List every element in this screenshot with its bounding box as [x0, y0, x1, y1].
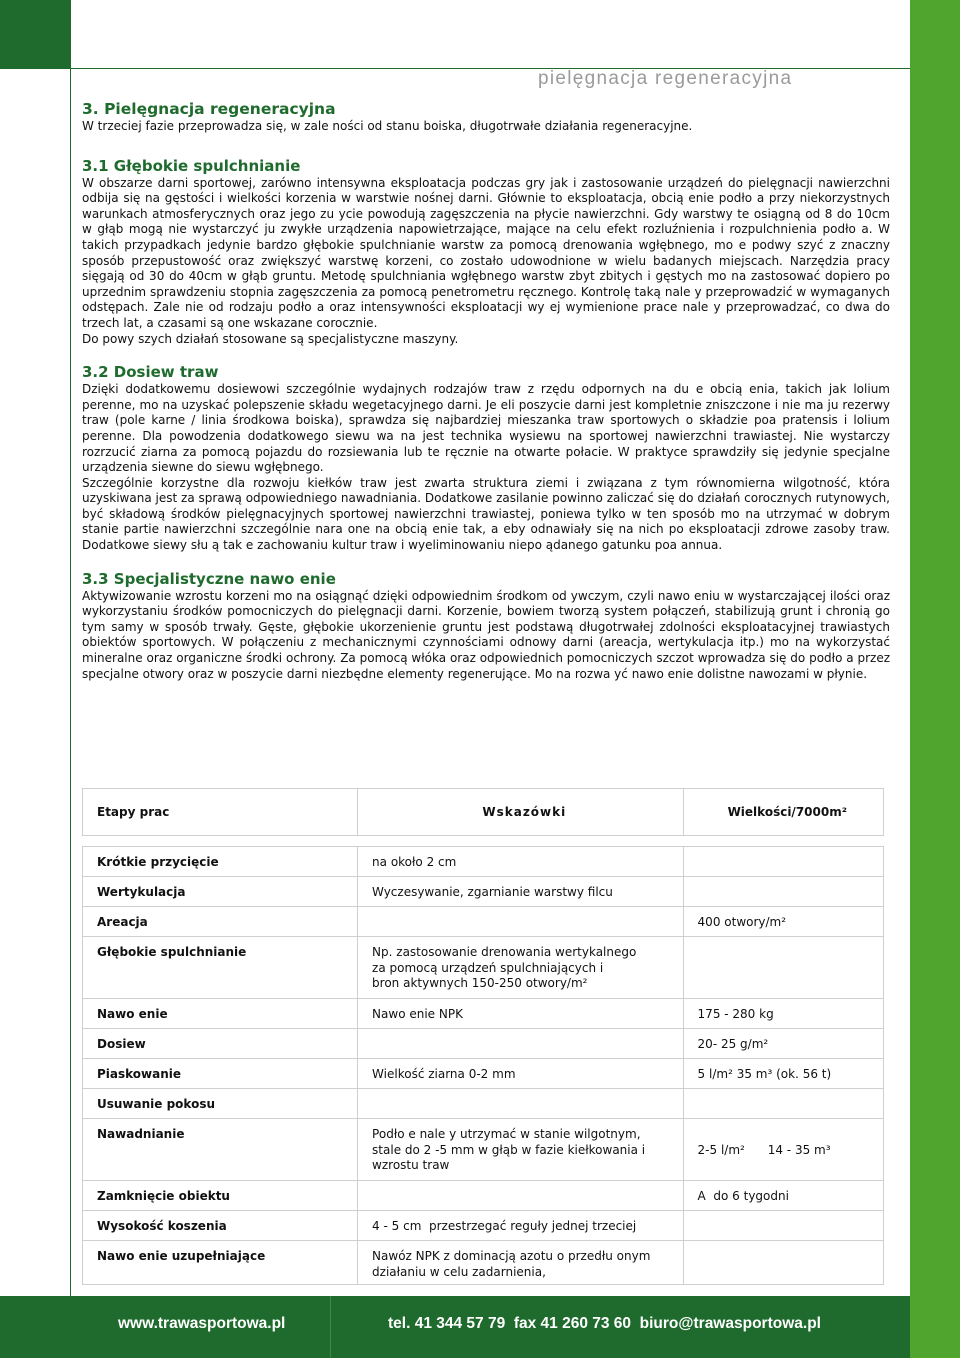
hint-line: Np. zastosowanie drenowania wertykalnego: [372, 945, 637, 959]
size-cell: 175 - 280 kg: [683, 999, 883, 1029]
stage-cell: Wertykulacja: [83, 877, 358, 907]
size-cell: A do 6 tygodni: [683, 1181, 883, 1211]
table-row: [83, 907, 884, 937]
hint-line: 4 - 5 cm przestrzegać reguły jednej trzeciej: [372, 1219, 637, 1233]
table-row: [83, 1241, 884, 1285]
footer-website-link[interactable]: www.trawasportowa.pl: [118, 1315, 286, 1332]
hint-cell: [358, 1211, 684, 1241]
section-3-2-paragraph: Szczególnie korzystne dla rozwoju kiełków traw jest zwarta struktura ziemi i związana z tym równomierna wilgotność, która uzyskiwana jest za sprawą odpowiedniego nawadniania. Dodatkowe zasilanie powinno zaliczać się do działań corocznych rutynowych, być składową środków pielęgnacyjnych sportowej nawierzchni trawiastej, poniewa tylko w ten sposób mo na utrzymać w dobrym stanie partie nawierzchni szczególnie nara one na obcią enie tak, a eby odnawiały się na nich po eksploatacji zdrowe zasoby traw. Dodatkowe siewy słu ą tak e zachowaniu kultur traw i wyeliminowaniu niepo ądanego gatunku poa annua.: [82, 475, 890, 553]
table-spacer-row: [83, 836, 884, 847]
hint-cell: [358, 1089, 684, 1119]
stage-cell: Nawo enie: [83, 999, 358, 1029]
table-row: [83, 937, 884, 999]
document-body: [82, 100, 890, 682]
section-3-1-paragraph: Do powy szych działań stosowane są specjalistyczne maszyny.: [82, 331, 459, 346]
section-3-intro: W trzeciej fazie przeprowadza się, w zale ności od stanu boiska, długotrwałe działania regeneracyjne.: [82, 119, 693, 133]
table-row: [83, 1059, 884, 1089]
table-header-cell: Etapy prac: [83, 789, 358, 836]
size-value: 2-5 l/m² 14 - 35 m³: [697, 1143, 831, 1157]
hint-line: działaniu w celu zadarnienia,: [372, 1264, 546, 1279]
hint-line: bron aktywnych 150-250 otwory/m²: [372, 976, 588, 990]
hint-cell: [358, 847, 684, 877]
table-row: [83, 1211, 884, 1241]
hint-line: Wyczesywanie, zgarnianie warstwy filcu: [372, 885, 613, 899]
section-3-3-paragraph: Aktywizowanie wzrostu korzeni mo na osiągnąć dzięki odpowiednim środkom od ywczym, czyli nawo eniu w wystarczającej ilości oraz wykorzystaniu środków pomocniczych do pielęgnacji darni. Korzenie, bowiem tworzą system połączeń, stabilizują grunt i chronią go tym samy w sposób trwały. Gęste, głębokie ukorzenienie gruntu jest podstawą długotrwałej zdolności eksploatacyjnej trawiastych obiektów sportowych. W połączeniu z mechanicznymi czynnościami odnowy darni (areacja, wertykulacja itp.) mo na wykorzystać mineralne oraz organiczne środki ochrony. Za pomocą włóka oraz odpowiednich pomocniczych szczot wprowadza się do podło a przez specjalne otwory oraz w poszycie darni niezbędne elementy regenerujące. Mo na rozwa yć nawo enie dolistne nawozami w płynie.: [82, 588, 890, 681]
hint-cell: [358, 877, 684, 907]
work-stages-table: [82, 788, 884, 1285]
header-tagline: pielęgnacja regeneracyjna: [538, 68, 793, 89]
size-cell: [683, 1119, 883, 1181]
hint-line: stale do 2 -5 mm w głąb w fazie kiełkowania i: [372, 1142, 646, 1157]
stage-cell: Dosiew: [83, 1029, 358, 1059]
hint-cell: [358, 1059, 684, 1089]
footer-contact-info: tel. 41 344 57 79 fax 41 260 73 60 biuro@trawasportowa.pl: [388, 1315, 821, 1332]
header-rule: [0, 68, 960, 69]
stage-cell: Areacja: [83, 907, 358, 937]
hint-cell: [358, 937, 684, 999]
footer-bar: [0, 1296, 910, 1358]
size-cell: [683, 877, 883, 907]
size-cell: [683, 847, 883, 877]
section-3-2-paragraph: Dzięki dodatkowemu dosiewowi szczególnie wydajnych rodzajów traw z rzędu odpornych na du e obcią enia, takich jak lolium perenne, mo na uzyskać polepszenie składu wegetacyjnego darni. Je eli poszycie darni jest kompletnie zniszczone i nie ma ju rezerwy traw (pole karne / linia środkowa boiska), sprawdza się najbardziej mieszanka traw sportowych o składzie poa pratensis i lolium perenne. Dla powodzenia dodatkowego siewu wa na jest technika wysiewu na sportowej nawierzchni trawiastej. Nie wystarczy rozrzucić ziarna za pomocą pojazdu do rozsiewania lub te ręcznie na otwarte połacie. W praktyce sprawdziły się jedynie specjalne urządzenia siewne do siewu wgłębnego.: [82, 382, 890, 475]
table-row: [83, 1029, 884, 1059]
hint-line: wzrostu traw: [372, 1158, 450, 1172]
stage-cell: Krótkie przycięcie: [83, 847, 358, 877]
stage-cell: Zamknięcie obiektu: [83, 1181, 358, 1211]
size-cell: 20- 25 g/m²: [683, 1029, 883, 1059]
footer-divider: [330, 1296, 331, 1358]
stage-cell: Głębokie spulchnianie: [83, 937, 358, 999]
size-cell: 5 l/m² 35 m³ (ok. 56 t): [683, 1059, 883, 1089]
table-row: [83, 1089, 884, 1119]
hint-cell: [358, 1241, 684, 1285]
hint-line: za pomocą urządzeń spulchniających i: [372, 960, 604, 975]
size-cell: [683, 937, 883, 999]
hint-cell: [358, 1181, 684, 1211]
stage-cell: Nawo enie uzupełniające: [83, 1241, 358, 1285]
hint-cell: [358, 907, 684, 937]
table-row: [83, 877, 884, 907]
size-cell: [683, 1241, 883, 1285]
section-3-3-title: 3.3 Specjalistyczne nawo enie: [82, 569, 336, 588]
table-header-row: [83, 789, 884, 836]
size-cell: [683, 1211, 883, 1241]
stage-cell: Wysokość koszenia: [83, 1211, 358, 1241]
right-accent-bar: [910, 0, 960, 1358]
corner-logo-block: [0, 0, 70, 68]
hint-line: Wielkość ziarna 0-2 mm: [372, 1067, 516, 1081]
stage-cell: Usuwanie pokosu: [83, 1089, 358, 1119]
hint-line: Nawo enie NPK: [372, 1007, 463, 1021]
section-3-1-title: 3.1 Głębokie spulchnianie: [82, 156, 301, 175]
hint-line: Podło e nale y utrzymać w stanie wilgotnym,: [372, 1127, 641, 1141]
size-cell: 400 otwory/m²: [683, 907, 883, 937]
size-cell: [683, 1089, 883, 1119]
table-row: [83, 847, 884, 877]
section-3-1-paragraph: W obszarze darni sportowej, zarówno intensywna eksploatacja podczas gry jak i zastosowanie urządzeń do pielęgnacji nawierzchni odbija się na gęstości i wielkości korzenia w warstwie nośnej darni. Głównie to eksploatacja, obcią enie podło a przy niekorzystnych warunkach atmosferycznych oraz jego zu ycie powodują zagęszczenia na płycie nawierzchni. Gdy warstwy te osiągną od 8 do 10cm w głąb mogą nie wystarczyć ju zwykłe urządzenia napowietrzające, mające na celu efekt rozluźnienia i rozpulchnienia podło a. W takich przypadkach jedynie bardzo głębokie spulchnianie warstw za pomocą drenowania wgłębnego, mo e podwy szyć z znaczny sposób przepustowość oraz zwiększyć warstwę korzeni, co zostało udowodnione w wielu badanych miejscach. Narzędzia pracy sięgają od 30 do 40cm w głąb gruntu. Metodę spulchniania wgłębnego warstw zbyt zbitych i gęstych mo na zastosować dopiero po uprzednim sprawdzeniu stopnia zagęszczenia za pomocą penetrometru ręcznego. Kontrolę taką nale y przeprowadzić w wymaganych odstępach. Zale nie od rodzaju podło a oraz intensywności eksploatacji wy ej wymienione prace nale y przeprowadzać, co dwa do trzech lat, a czasami są one wskazane corocznie.: [82, 175, 890, 330]
hint-cell: [358, 1119, 684, 1181]
hint-line: Nawóz NPK z dominacją azotu o przedłu onym: [372, 1249, 651, 1263]
stage-cell: Nawadnianie: [83, 1119, 358, 1181]
table-header-cell: Wskazówki: [358, 789, 684, 836]
section-3-2-title: 3.2 Dosiew traw: [82, 363, 219, 382]
section-3-title: 3. Pielęgnacja regeneracyjna: [82, 100, 336, 118]
hint-cell: [358, 1029, 684, 1059]
stage-cell: Piaskowanie: [83, 1059, 358, 1089]
table-header-cell: Wielkości/7000m²: [683, 789, 883, 836]
table-row: [83, 999, 884, 1029]
table-row: [83, 1181, 884, 1211]
margin-rule: [70, 0, 71, 1358]
hint-line: na około 2 cm: [372, 855, 457, 869]
hint-cell: [358, 999, 684, 1029]
table-row: [83, 1119, 884, 1181]
